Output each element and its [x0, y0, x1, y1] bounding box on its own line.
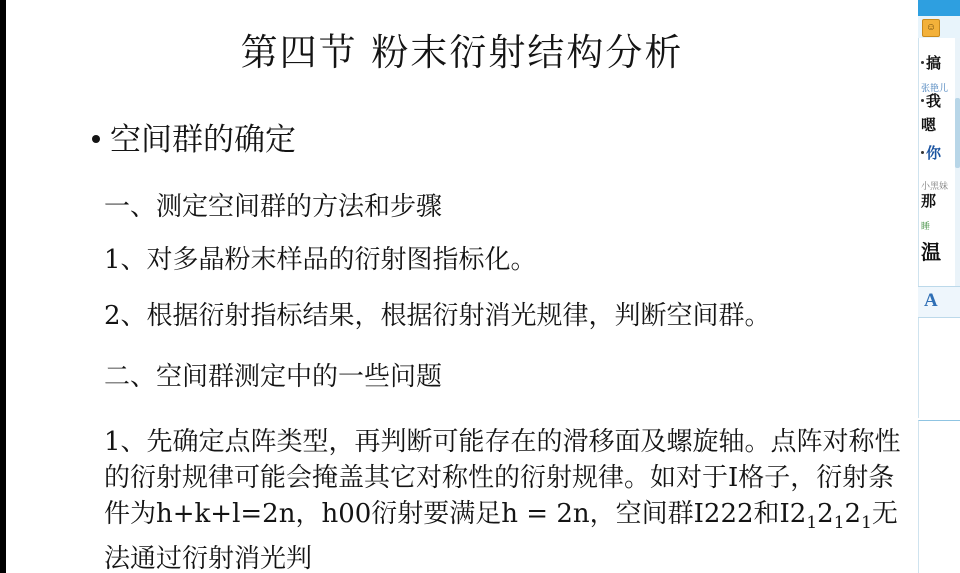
message-text: 温 [921, 240, 941, 264]
im-titlebar[interactable] [918, 0, 960, 16]
slide-bullet-heading-text: 空间群的确定 [110, 122, 296, 158]
slide-section-two-heading: 二、空间群测定中的一些问题 [104, 362, 443, 392]
slide-list-item-2: 2、根据衍射指标结果，根据衍射消光规律，判断空间群。 [104, 301, 771, 331]
slide-section-one-heading: 一、测定空间群的方法和步骤 [104, 192, 443, 222]
im-message-list[interactable] [918, 38, 960, 418]
im-scrollbar-track[interactable] [955, 38, 960, 286]
bullet-dot-icon [92, 135, 100, 143]
slide-paragraph-part2: 2 [817, 499, 834, 529]
message-sender: 小黑妹 [921, 181, 949, 191]
slide-paragraph-part4: 无法通过衍射消光判 [104, 499, 898, 573]
message-sender: 张艳儿 [921, 83, 949, 93]
message-text: 那 [921, 192, 937, 210]
slide-paragraph-part3: 2 [844, 499, 862, 529]
message-bullet-icon [921, 151, 924, 154]
slide-paragraph-sub3: 1 [861, 513, 872, 534]
message-text: 我 [921, 92, 941, 110]
message-text: 嗯 [921, 116, 937, 134]
slide-bullet-heading [92, 114, 296, 159]
message-text: 搞 [921, 54, 941, 72]
message-text: 睡 [921, 221, 931, 231]
im-input-area[interactable] [918, 420, 960, 573]
message-bullet-icon [921, 99, 924, 102]
slide-list-item-1: 1、对多晶粉末样品的衍射图指标化。 [104, 245, 537, 275]
message-bullet-icon [921, 61, 924, 64]
slide-paragraph-sub1: 1 [806, 513, 818, 534]
slide-paragraph [104, 424, 914, 573]
font-style-icon[interactable]: A [924, 290, 938, 311]
instant-messenger-panel [918, 0, 960, 573]
emoticon-icon[interactable]: ☺ [922, 19, 940, 37]
im-scrollbar-thumb[interactable] [955, 98, 960, 168]
slide-title: 第四节 粉末衍射结构分析 [240, 31, 684, 74]
slide-paragraph-part1: 1、先确定点阵类型，再判断可能存在的滑移面及螺旋轴。点阵对称性的衍射规律可能会掩盖其它对称性的衍射规律。如对于I格子，衍射条件为h+k+l=2n，h00衍射要满足h = 2n，空间群I222和I2 [104, 427, 901, 529]
message-text: 你 [921, 144, 941, 162]
presentation-slide [6, 0, 918, 573]
slide-paragraph-sub2: 1 [833, 513, 845, 534]
